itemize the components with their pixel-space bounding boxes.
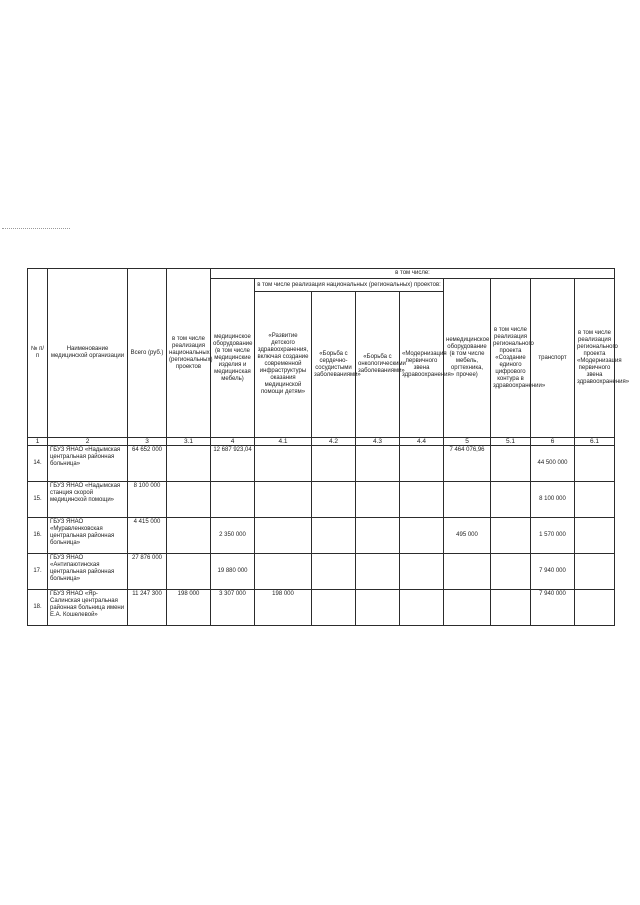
cell-4-3 — [356, 482, 400, 518]
cell-4-4 — [400, 446, 444, 482]
cell-4-1 — [255, 482, 312, 518]
col-number: 3.1 — [167, 438, 211, 446]
row-no: 16. — [28, 518, 48, 554]
cell-4-2 — [312, 590, 356, 626]
col-number: 4.4 — [400, 438, 444, 446]
total-value: 8 100 000 — [128, 482, 167, 518]
cell-3-1 — [167, 554, 211, 590]
cell-3-1 — [167, 446, 211, 482]
col-number: 4.3 — [356, 438, 400, 446]
cell-6: 1 570 000 — [531, 518, 575, 554]
col-number: 5.1 — [491, 438, 531, 446]
cell-4-2 — [312, 446, 356, 482]
header-incl-nat2: в том числе реализация национальных (региональных) проектов: — [255, 279, 444, 292]
cell-5-1 — [491, 446, 531, 482]
cell-6: 8 100 000 — [531, 482, 575, 518]
col-number: 4.1 — [255, 438, 312, 446]
col-number: 2 — [48, 438, 128, 446]
cell-4-4 — [400, 482, 444, 518]
header-edin: в том числе реализация регионального проекта «Создание единого цифрового контура в здравоохранении» — [491, 279, 531, 438]
cell-5-1 — [491, 482, 531, 518]
header-med: медицинское оборудование (в том числе медицинские изделия и медицинская мебель) — [211, 279, 255, 438]
cell-5-1 — [491, 554, 531, 590]
header-p2: «Борьба с сердечно-сосудистыми заболеваниями» — [312, 292, 356, 438]
column-number-row — [28, 438, 615, 446]
cell-4-2 — [312, 518, 356, 554]
cell-6-1 — [575, 482, 615, 518]
col-number: 3 — [128, 438, 167, 446]
cell-4-2 — [312, 482, 356, 518]
cell-4-3 — [356, 554, 400, 590]
header-nonmed: немедицинское оборудование (в том числе мебель, оргтехника, прочее) — [444, 279, 491, 438]
table-row — [28, 482, 615, 518]
cell-5-1 — [491, 590, 531, 626]
cell-6: 7 940 000 — [531, 554, 575, 590]
table-row — [28, 554, 615, 590]
cell-4-2 — [312, 554, 356, 590]
header-p4: «Модернизация первичного звена здравоохранения» — [400, 292, 444, 438]
cell-4 — [211, 482, 255, 518]
org-name: ГБУЗ ЯНАО «Яр-Салинская центральная районная больница имени Е.А. Кошелевой» — [48, 590, 128, 626]
row-no: 15. — [28, 482, 48, 518]
cell-4-4 — [400, 590, 444, 626]
cell-6-1 — [575, 590, 615, 626]
total-value: 27 876 000 — [128, 554, 167, 590]
cell-6: 44 500 000 — [531, 446, 575, 482]
cell-4: 19 880 000 — [211, 554, 255, 590]
header-name: Наименование медицинской организации — [48, 269, 128, 438]
org-name: ГБУЗ ЯНАО «Антипаютинская центральная районная больница» — [48, 554, 128, 590]
org-name: ГБУЗ ЯНАО «Надымская станция скорой медицинской помощи» — [48, 482, 128, 518]
cell-4-1 — [255, 446, 312, 482]
cell-4-3 — [356, 446, 400, 482]
cell-5: 495 000 — [444, 518, 491, 554]
col-number: 6.1 — [575, 438, 615, 446]
col-number: 4 — [211, 438, 255, 446]
header-total: Всего (руб.) — [128, 269, 167, 438]
header-no: № п/п — [28, 269, 48, 438]
row-no: 17. — [28, 554, 48, 590]
row-no: 14. — [28, 446, 48, 482]
cell-6-1 — [575, 554, 615, 590]
table-row — [28, 518, 615, 554]
cell-4-4 — [400, 554, 444, 590]
header-transport: транспорт — [531, 279, 575, 438]
cell-5: 7 464 076,96 — [444, 446, 491, 482]
header-mod: в том числе реализация регионального проекта «Модернизация первичного звена здравоохранения» — [575, 279, 615, 438]
cell-6-1 — [575, 518, 615, 554]
table-row — [28, 446, 615, 482]
cell-4-1 — [255, 518, 312, 554]
cell-4: 3 307 000 — [211, 590, 255, 626]
cell-4-1 — [255, 554, 312, 590]
budget-table — [27, 268, 630, 626]
cell-4: 12 687 923,04 — [211, 446, 255, 482]
dotted-line — [2, 228, 70, 229]
table-row — [28, 590, 615, 626]
cell-5 — [444, 482, 491, 518]
cell-3-1: 198 000 — [167, 590, 211, 626]
cell-3-1 — [167, 482, 211, 518]
header-p1: «Развитие детского здравоохранения, включая создание современной инфраструктуры оказания медицинской помощи детям» — [255, 292, 312, 438]
col-number: 6 — [531, 438, 575, 446]
cell-4-3 — [356, 518, 400, 554]
header-p3: «Борьба с онкологическими заболеваниями» — [356, 292, 400, 438]
row-no: 18. — [28, 590, 48, 626]
cell-6-1 — [575, 446, 615, 482]
cell-4-4 — [400, 518, 444, 554]
col-number: 1 — [28, 438, 48, 446]
cell-5 — [444, 554, 491, 590]
cell-6: 7 940 000 — [531, 590, 575, 626]
cell-4-3 — [356, 590, 400, 626]
total-value: 64 652 000 — [128, 446, 167, 482]
header-incl-nat: в том числе реализация национальных (региональных) проектов — [167, 269, 211, 438]
org-name: ГБУЗ ЯНАО «Надымская центральная районная больница» — [48, 446, 128, 482]
org-name: ГБУЗ ЯНАО «Муравленковская центральная районная больница» — [48, 518, 128, 554]
cell-3-1 — [167, 518, 211, 554]
cell-5 — [444, 590, 491, 626]
total-value: 11 247 300 — [128, 590, 167, 626]
header-incl: в том числе: — [211, 269, 615, 279]
total-value: 4 415 000 — [128, 518, 167, 554]
cell-5-1 — [491, 518, 531, 554]
col-number: 5 — [444, 438, 491, 446]
col-number: 4.2 — [312, 438, 356, 446]
cell-4-1: 198 000 — [255, 590, 312, 626]
cell-4: 2 350 000 — [211, 518, 255, 554]
